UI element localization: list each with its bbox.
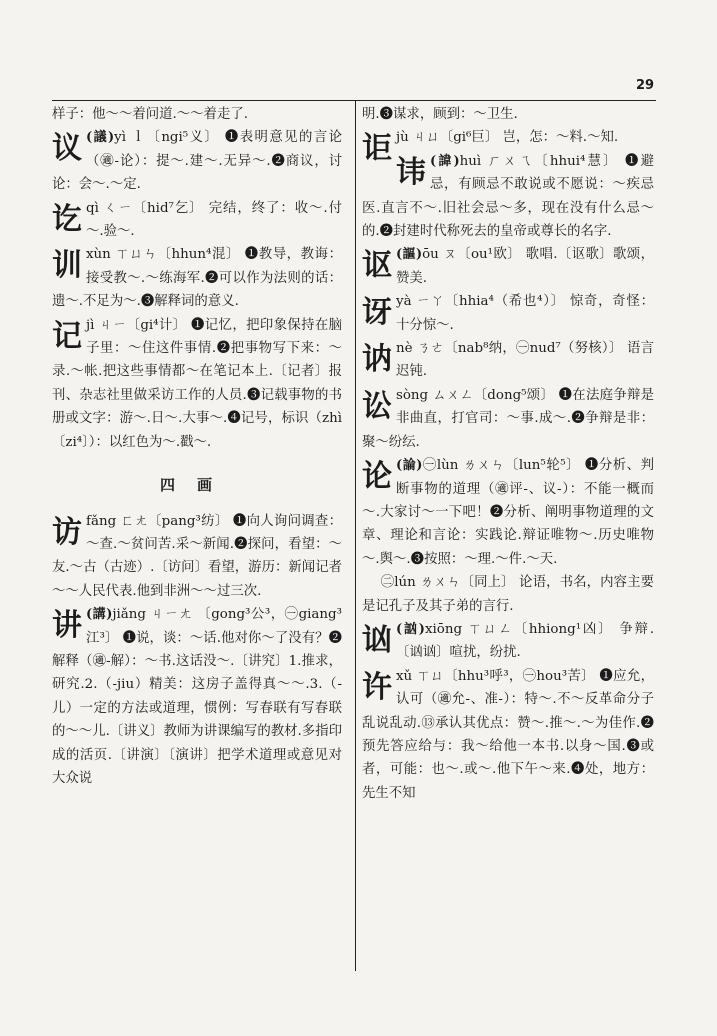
dict-entry-xiong: [362, 618, 654, 665]
traditional-form: (訩): [396, 621, 425, 637]
dict-entry-ya: [362, 290, 654, 337]
page-number: 29: [636, 78, 655, 93]
definition: jiǎng ㄐㄧㄤ 〔gong³公³，㊀giang³江³〕 ❶说，谈：～话.他对你～了没有？❷解释（㊜-解）：～书.这话没～.〔讲究〕1.推求，研究.2.（-jiu）精美：这房子盖得真～～.3.（-儿）一定的方法或道理，惯例：写春联有写春联的～～儿.〔讲义〕教师为讲课编写的教材.多指印成的活页.〔讲演〕〔演讲〕把学术道理或意见对大众说: [52, 607, 342, 786]
headword: 讶: [362, 295, 392, 331]
dict-entry-ne: [362, 337, 654, 384]
definition: ōu ㄡ〔ou¹欧〕 歌唱.〔讴歌〕歌颂，赞美.: [396, 247, 654, 286]
definition: yà ㄧㄚ〔hhia⁴（希也⁴）〕 惊奇，奇怪：十分惊～.: [396, 294, 654, 333]
section-heading: 四画: [159, 476, 234, 495]
headword: 讵: [362, 131, 392, 167]
traditional-form: (謳): [396, 247, 423, 263]
definition: jì ㄐㄧ〔gi⁴计〕 ❶记忆，把印象保持在脑子里：～住这件事情.❷把事物写下来：～录.～帐.把这些事情都～在笔记本上.〔记者〕报刊、杂志社里做采访工作的人员.❸记载事物的书册或文字：游～.日～.大事～.❹记号，标识（zhì〔zi⁴〕）：以红色为～.戳～.: [52, 317, 342, 450]
continuation-text: 样子：他～～着问道.～～着走了.: [52, 107, 248, 122]
definition: xiōng ㄒㄩㄥ〔hhiong¹凶〕 争辩.〔讻讻〕喧扰，纷扰.: [396, 621, 654, 661]
headword: 记: [52, 318, 82, 354]
headword: 论: [362, 459, 392, 495]
headword: 讴: [362, 248, 392, 284]
left-column: [52, 103, 342, 790]
dict-entry-ju: [362, 126, 654, 167]
headword: 讷: [362, 342, 392, 378]
definition: sòng ㄙㄨㄥ〔dong⁵颂〕 ❶在法庭争辩是非曲直，打官司：～事.成～.❷争辩是非：聚～纷纭.: [362, 387, 654, 450]
sub-entry-lun-second: ㊁lún ㄌㄨㄣ〔同上〕 论语，书名，内容主要是记孔子及其子弟的言行.: [362, 575, 654, 614]
headword: 许: [362, 669, 392, 705]
dict-entry-hui: [362, 150, 654, 244]
headword: 讫: [52, 201, 82, 237]
headword: 讼: [362, 388, 392, 424]
header-rule: [52, 100, 656, 101]
definition: qì ㄑㄧ〔hid⁷乞〕 完结，终了：收～.付～.验～.: [86, 200, 342, 240]
definition: xùn ㄒㄩㄣ〔hhun⁴混〕 ❶教导，教诲：接受教～.～练海军.❷可以作为法则的话：遗～.不足为～.❸解释词的意义.: [52, 247, 342, 310]
headword: 访: [52, 514, 82, 550]
dict-entry-ou: [362, 243, 654, 290]
dict-entry-qi: [52, 197, 342, 244]
dict-entry-song: [362, 384, 654, 454]
definition: nè ㄋㄜ〔nab⁸纳，㊀nud⁷（努核）〕 语言迟钝.: [396, 341, 654, 380]
dict-entry-lun: [362, 454, 654, 571]
headword: 讲: [52, 608, 82, 644]
headword: 讻: [362, 622, 392, 658]
dict-entry-xu: [362, 665, 654, 805]
traditional-form: (論): [396, 458, 423, 474]
continuation-text: 明.❸谋求，顾到：～卫生.: [362, 107, 518, 122]
dict-entry-fang: [52, 510, 342, 604]
headword: 讳: [396, 154, 426, 190]
definition: yì ｌ〔ngi⁵义〕 ❶表明意见的言论（㊜-论）：提～.建～.无异～.❷商议，讨论：会～.～定.: [52, 130, 342, 193]
dict-entry-jiang: [52, 603, 342, 790]
right-column: [362, 103, 654, 805]
definition: fǎng ㄈㄤ〔pang³纺〕 ❶向人询问调查：～查.～贫问苦.采～新闻.❷探问，看望：～友.～古（古迹）.〔访问〕看望，游历：新闻记者～～人民代表.他到非洲～～过三次.: [52, 513, 342, 599]
headword: 议: [52, 131, 82, 167]
traditional-form: (議): [86, 130, 115, 146]
dict-entry-yi: [52, 126, 342, 196]
dict-entry-ji: [52, 314, 342, 454]
traditional-form: (諱): [430, 153, 460, 169]
traditional-form: (講): [86, 607, 113, 623]
dict-entry-xun: [52, 243, 342, 313]
definition: huì ㄏㄨㄟ〔hhui⁴慧〕 ❶避忌，有顾忌不敢说或不愿说：～疾忌医.直言不～.旧社会忌～多，现在没有什么忌～的.❷封建时代称死去的皇帝或尊长的名字.: [362, 153, 654, 240]
headword: 训: [52, 248, 82, 284]
definition: ㊀lùn ㄌㄨㄣ〔lun⁵轮⁵〕 ❶分析、判断事物的道理（㊜评-、议-）：不能一概而～.大家讨～一下吧！❷分析、阐明事物道理的文章、理论和言论：实践论.辩证唯物～.历史唯物～.舆～.❸按照：～理.～件.～天.: [362, 458, 654, 567]
definition: xǔ ㄒㄩ〔hhu³呼³，㊀hou³苦〕 ❶应允，认可（㊜允-、准-）：特～.不～反革命分子乱说乱动.⑬承认其优点：赞～.推～.～为佳作.❷预先答应给与：我～给他一本书.以身～国.❸或者，可能：也～.或～.他下午～来.❹处，地方：先生不知: [362, 668, 654, 801]
definition: jù ㄐㄩ〔gi⁶巨〕 岂，怎：～料.～知.: [396, 130, 619, 146]
column-divider: [355, 101, 356, 971]
